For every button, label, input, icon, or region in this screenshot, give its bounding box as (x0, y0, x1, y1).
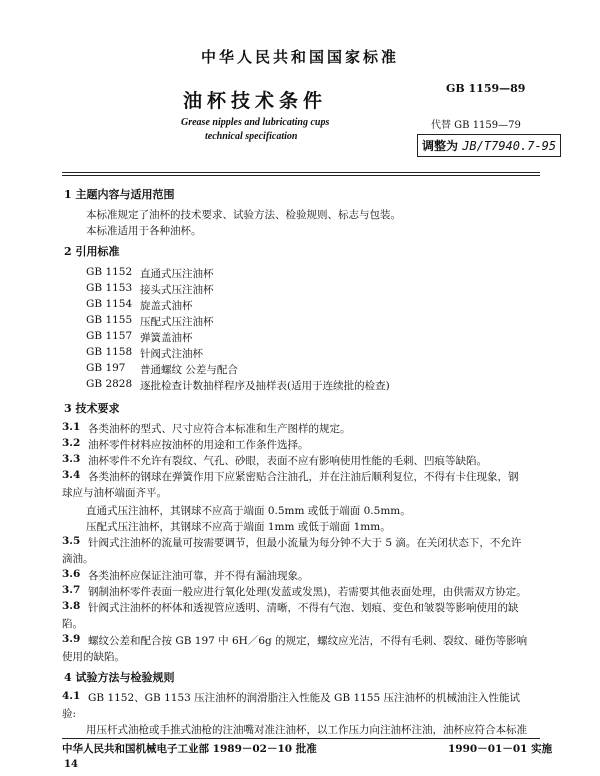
approval-statement: 中华人民共和国机械电子工业部 1989－02－10 批准 (62, 743, 317, 755)
section-4-heading: 4 试验方法与检验规则 (64, 671, 175, 684)
reference-title: 针阀式注油杯 (140, 348, 203, 360)
clause-4-1-number: 4.1 (62, 690, 81, 702)
reference-code: GB 1155 (86, 314, 133, 326)
reference-title: 直通式压注油杯 (140, 268, 214, 280)
reference-code: GB 1157 (86, 330, 133, 342)
stamp-label: 调整为 (422, 139, 459, 153)
clause-3-7-number: 3.7 (62, 584, 81, 596)
clause-3-6-number: 3.6 (62, 568, 81, 580)
reference-title: 逐批检查计数抽样程序及抽样表(适用于连续批的检查) (140, 380, 390, 392)
english-title-line2: technical specification (205, 131, 298, 142)
clause-3-8-number: 3.8 (62, 600, 81, 612)
standard-title: 油杯技术条件 (183, 90, 328, 112)
clause-3-8-line-1: 针阀式注油杯的杯体和透视管应透明、清晰，不得有气泡、划痕、变色和皱裂等影响使用的缺 (88, 602, 519, 614)
adjustment-stamp (417, 134, 561, 157)
clause-3-4-line-1: 各类油杯的钢球在弹簧作用下应紧密贴合注油孔，并在注油后顺利复位，不得有卡住现象，钢 (88, 471, 519, 483)
section-1-paragraph-1: 本标准规定了油杯的技术要求、试验方法、检验规则、标志与包装。 (86, 209, 401, 221)
reference-code: GB 1154 (86, 298, 133, 310)
clause-3-4-line-2: 球应与油杯端面齐平。 (62, 487, 167, 499)
clause-3-2-text: 油杯零件材料应按油杯的用途和工作条件选择。 (88, 439, 309, 451)
header-rule-top (62, 172, 540, 173)
standard-number: GB 1159—89 (446, 82, 526, 95)
clause-3-4-number: 3.4 (62, 469, 81, 481)
clause-3-5-number: 3.5 (62, 535, 81, 547)
effective-date: 1990－01－01 实施 (448, 743, 553, 755)
clause-3-3-text: 油杯零件不允许有裂纹、气孔、砂眼，表面不应有影响使用性能的毛刺、凹痕等缺陷。 (88, 455, 487, 467)
stamp-handwritten-number: JB/T7940.7-95 (462, 139, 557, 153)
reference-code: GB 1153 (86, 282, 133, 294)
clause-3-9-number: 3.9 (62, 633, 81, 645)
reference-code: GB 2828 (86, 378, 133, 390)
section-1-paragraph-2: 本标准适用于各种油杯。 (86, 225, 202, 237)
issuing-authority: 中华人民共和国国家标准 (200, 48, 399, 66)
section-1-heading: 1 主题内容与适用范围 (64, 188, 175, 201)
replaces-note: 代替 GB 1159—79 (431, 120, 521, 131)
clause-3-3-number: 3.3 (62, 453, 81, 465)
reference-title: 压配式压注油杯 (140, 316, 214, 328)
reference-title: 旋盖式油杯 (140, 300, 193, 312)
clause-3-4-sub-2: 压配式压注油杯，其钢球不应高于端面 1mm 或低于端面 1mm。 (86, 521, 391, 533)
clause-3-5-line-1: 针阀式注油杯的流量可按需要调节，但最小流量为每分钟不大于 5 滴。在关闭状态下，不允许 (88, 537, 522, 549)
clause-4-1-continuation: 用压杆式油枪或手推式油枪的注油嘴对准注油杯，以工作压力向注油杯注油，油杯应符合本标准 (86, 724, 527, 736)
reference-code: GB 1152 (86, 266, 133, 278)
clause-4-1-line-2: 验: (62, 708, 77, 720)
reference-title: 弹簧盖油杯 (140, 332, 193, 344)
clause-3-9-line-1: 螺纹公差和配合按 GB 197 中 6H／6g 的规定，螺纹应光洁，不得有毛刺、裂纹、碰伤等影响 (88, 635, 528, 647)
section-2-heading: 2 引用标准 (64, 245, 120, 258)
clause-3-4-sub-1: 直通式压注油杯，其钢球不应高于端面 0.5mm 或低于端面 0.5mm。 (86, 505, 411, 517)
clause-4-1-line-1: GB 1152、GB 1153 压注油杯的润滑脂注入性能及 GB 1155 压注油杯的机械油注入性能试 (88, 692, 521, 704)
reference-title: 普通螺纹 公差与配合 (140, 364, 238, 376)
clause-3-5-line-2: 滴油。 (62, 553, 94, 565)
page-number: 14 (64, 759, 78, 770)
clause-3-7-text: 钢制油杯零件表面一般应进行氧化处理(发蓝或发黑)，若需要其他表面处理，由供需双方协定。 (88, 586, 527, 598)
reference-title: 接头式压注油杯 (140, 284, 214, 296)
reference-code: GB 1158 (86, 346, 133, 358)
clause-3-9-line-2: 使用的缺陷。 (62, 651, 125, 663)
clause-3-2-number: 3.2 (62, 437, 81, 449)
header-rule-bottom (62, 175, 540, 176)
clause-3-8-line-2: 陷。 (62, 618, 83, 630)
footer-rule (62, 738, 540, 739)
section-3-heading: 3 技术要求 (64, 402, 120, 415)
clause-3-1-text: 各类油杯的型式、尺寸应符合本标准和生产图样的规定。 (88, 423, 351, 435)
clause-3-1-number: 3.1 (62, 421, 81, 433)
clause-3-6-text: 各类油杯应保证注油可靠，并不得有漏油现象。 (88, 570, 309, 582)
english-title-line1: Grease nipples and lubricating cups (181, 117, 330, 128)
reference-code: GB 197 (86, 362, 126, 374)
